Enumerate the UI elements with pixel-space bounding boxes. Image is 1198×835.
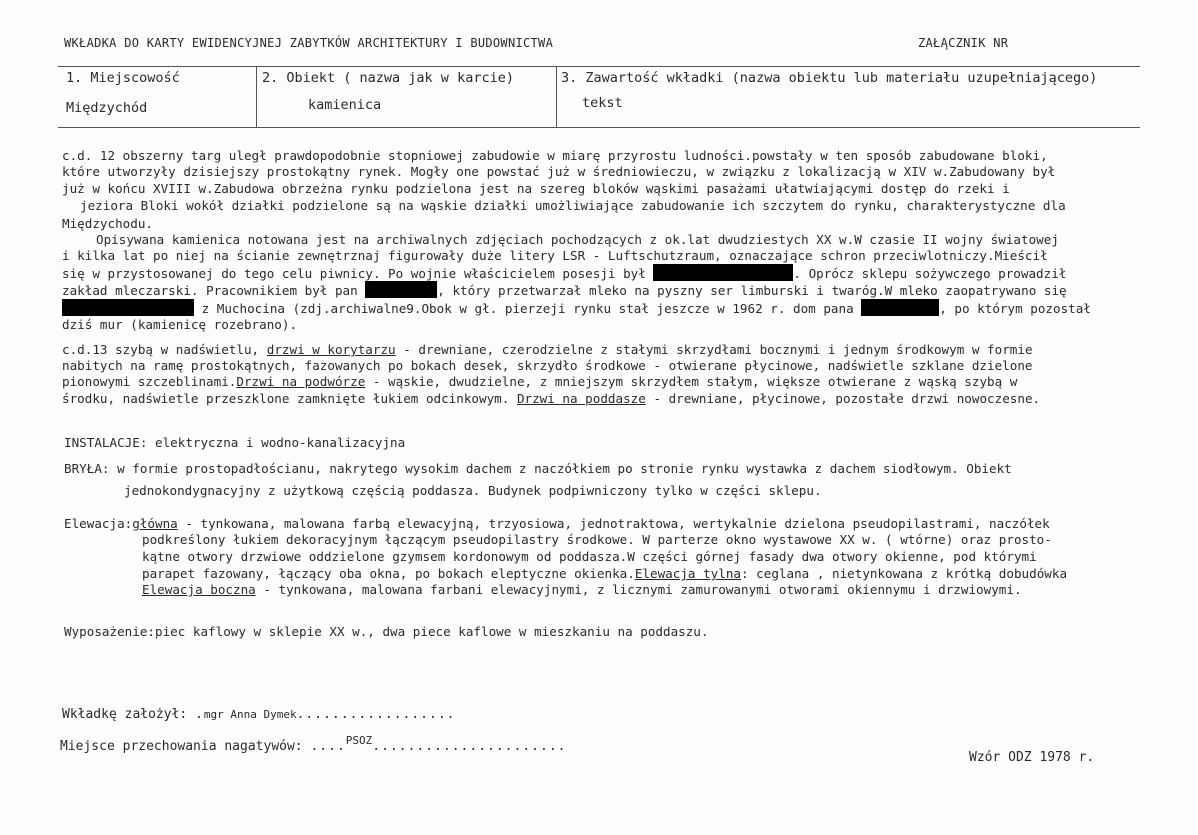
form-template-note: Wzór ODZ 1978 r. <box>969 750 1095 765</box>
bryla-line-2: jednokondygnacyjny z użytkową częścią poddasza. Budynek podpiwniczony tylko w części sklepu. <box>124 483 822 498</box>
redaction-block <box>653 264 793 281</box>
redaction-block <box>62 299 194 316</box>
content-value: tekst <box>582 95 623 111</box>
p2-line-2: i kilka lat po niej na ścianie zewnętrznaj figurowały duże litery LSR - Luftschutzraum, oznaczające schron przeciwlotniczy.Mieścił <box>62 248 1048 263</box>
p3-line-4: środku, nadświetle przeszklone zamknięte łukiem odcinkowym. Drzwi na poddasze - drewniane, płycinowe, pozostałe drzwi nowoczesne. <box>62 391 1041 406</box>
p1-line-1: c.d. 12 obszerny targ uległ prawdopodobnie stopniowej zabudowie w miarę przyrostu ludności.powstały w ten sposób zabudowane bloki, <box>62 148 1048 163</box>
table-bottom-border <box>58 127 1140 128</box>
p1-line-4: jeziora Bloki wokół działki podzielone są na wąskie działki umożliwiające zabudowanie ich szczytem do rynku, charakterystyczne dla <box>80 198 1066 213</box>
table-top-border <box>58 66 1140 67</box>
p3-line-3: pionowymi szczeblinami.Drzwi na podwórze - wąskie, dwudzielne, z mniejszym skrzydłem stałym, większe otwierane z wąską szybą w <box>62 374 1018 389</box>
elewacja-line-4: parapet fazowany, łączący oba okna, po bokach eleptyczne okienka.Elewacja tylna: ceglana , nietynkowana z krótką dobudówka <box>142 566 1068 581</box>
annex-label: ZAŁĄCZNIK NR <box>918 36 1009 50</box>
p2-line-1: Opisywana kamienica notowana jest na archiwalnych zdjęciach pochodzących z ok.lat dwudziestych XX w.W czasie II wojny światowej <box>96 232 1059 247</box>
negatives-location: PSOZ <box>345 734 373 747</box>
object-value: kamienica <box>308 97 382 113</box>
p3-line-1: c.d.13 szybą w nadświetlu, drzwi w korytarzu - drewniane, czerodzielne z stałymi skrzydłami bocznymi i jednym środkowym w formie <box>62 342 1033 357</box>
table-divider-1 <box>256 66 257 128</box>
elewacja-line-5: Elewacja boczna - tynkowana, malowana farbani elewacyjnymi, z licznymi zamurowanymi otworami okiennymu i drzwiowymi. <box>142 582 1022 597</box>
locality-value: Międzychód <box>66 100 148 116</box>
installations: INSTALACJE: elektryczna i wodno-kanalizacyjna <box>64 435 406 450</box>
content-label: 3. Zawartość wkładki (nazwa obiektu lub materiału uzupełniającego) <box>561 70 1098 86</box>
p1-line-2: które utworzyły dzisiejszy prostokątny rynek. Mogły one powstać już w średniowieczu, w związku z lokalizacją w XIV w.Zabudowany był <box>62 164 1056 179</box>
elewacja-line-2: podkreślony łukiem dekoracyjnym łączącym pseudopilastry środkowe. W parterze okno wystawowe XX w. ( wtórne) oraz prosto- <box>142 532 1052 547</box>
table-divider-2 <box>556 66 557 128</box>
p3-line-2: nabitych na ramę prostokątnych, fazowanych po bokach desek, skrzydło środkowe - otwierane płycinowe, nadświetle szklane dzielone <box>62 358 1033 373</box>
locality-label: 1. Miejscowość <box>66 70 180 86</box>
founder-name: mgr Anna Dymek <box>203 708 297 721</box>
redaction-block <box>365 281 437 298</box>
redaction-block <box>861 299 939 316</box>
p2-line-6: dziś mur (kamienicę rozebrano). <box>62 317 298 332</box>
bryla-line-1: BRYŁA: w formie prostopadłościanu, nakrytego wysokim dachem z naczółkiem po stronie rynku wystawka z dachem siodłowym. Obiekt <box>64 461 1012 476</box>
p1-line-3: już w końcu XVIII w.Zabudowa obrzeżna rynku podzielona jest na szereg bloków wąskimi pasażami ułatwiającymi dostęp do rzeki i <box>62 181 1010 196</box>
p2-line-3: się w przystosowanej do tego celu piwnicy. Po wojnie właścicielem posesji był . Oprócz sklepu sożywczego prowadził <box>62 266 1067 281</box>
p2-line-4: zakład mleczarski. Pracownikiem był pan , który przetwarzał mleko na pyszny ser limburski i twaróg.W mleko zaopatrywano się <box>62 283 1067 298</box>
object-label: 2. Obiekt ( nazwa jak w karcie) <box>262 70 514 86</box>
p1-line-5: Międzychodu. <box>62 216 153 231</box>
negatives-line: Miejsce przechowania nagatywów: ....$^{PSOZ}$...................... <box>60 734 567 754</box>
p2-line-5: z Muchocina (zdj.archiwalne9.Obok w gł. pierzeji rynku stał jeszcze w 1962 r. dom pana , po którym pozostał <box>62 299 1091 317</box>
elewacja-line-1: Elewacja:główna - tynkowana, malowana farbą elewacyjną, trzyosiowa, jednotraktowa, wertykalnie dzielona pseudopilastrami, naczółek <box>64 516 1050 531</box>
form-title: WKŁADKA DO KARTY EWIDENCYJNEJ ZABYTKÓW ARCHITEKTURY I BUDOWNICTWA <box>64 36 554 50</box>
equipment: Wyposażenie:piec kaflowy w sklepie XX w., dwa piece kaflowe w mieszkaniu na poddaszu. <box>64 624 709 639</box>
founder-line: Wkładkę założył: .mgr Anna Dymek.................. <box>62 707 456 722</box>
elewacja-line-3: kątne otwory drzwiowe oddzielone gzymsem kordonowym od poddasza.W części górnej fasady dwa otwory okienne, pod którymi <box>142 549 1037 564</box>
